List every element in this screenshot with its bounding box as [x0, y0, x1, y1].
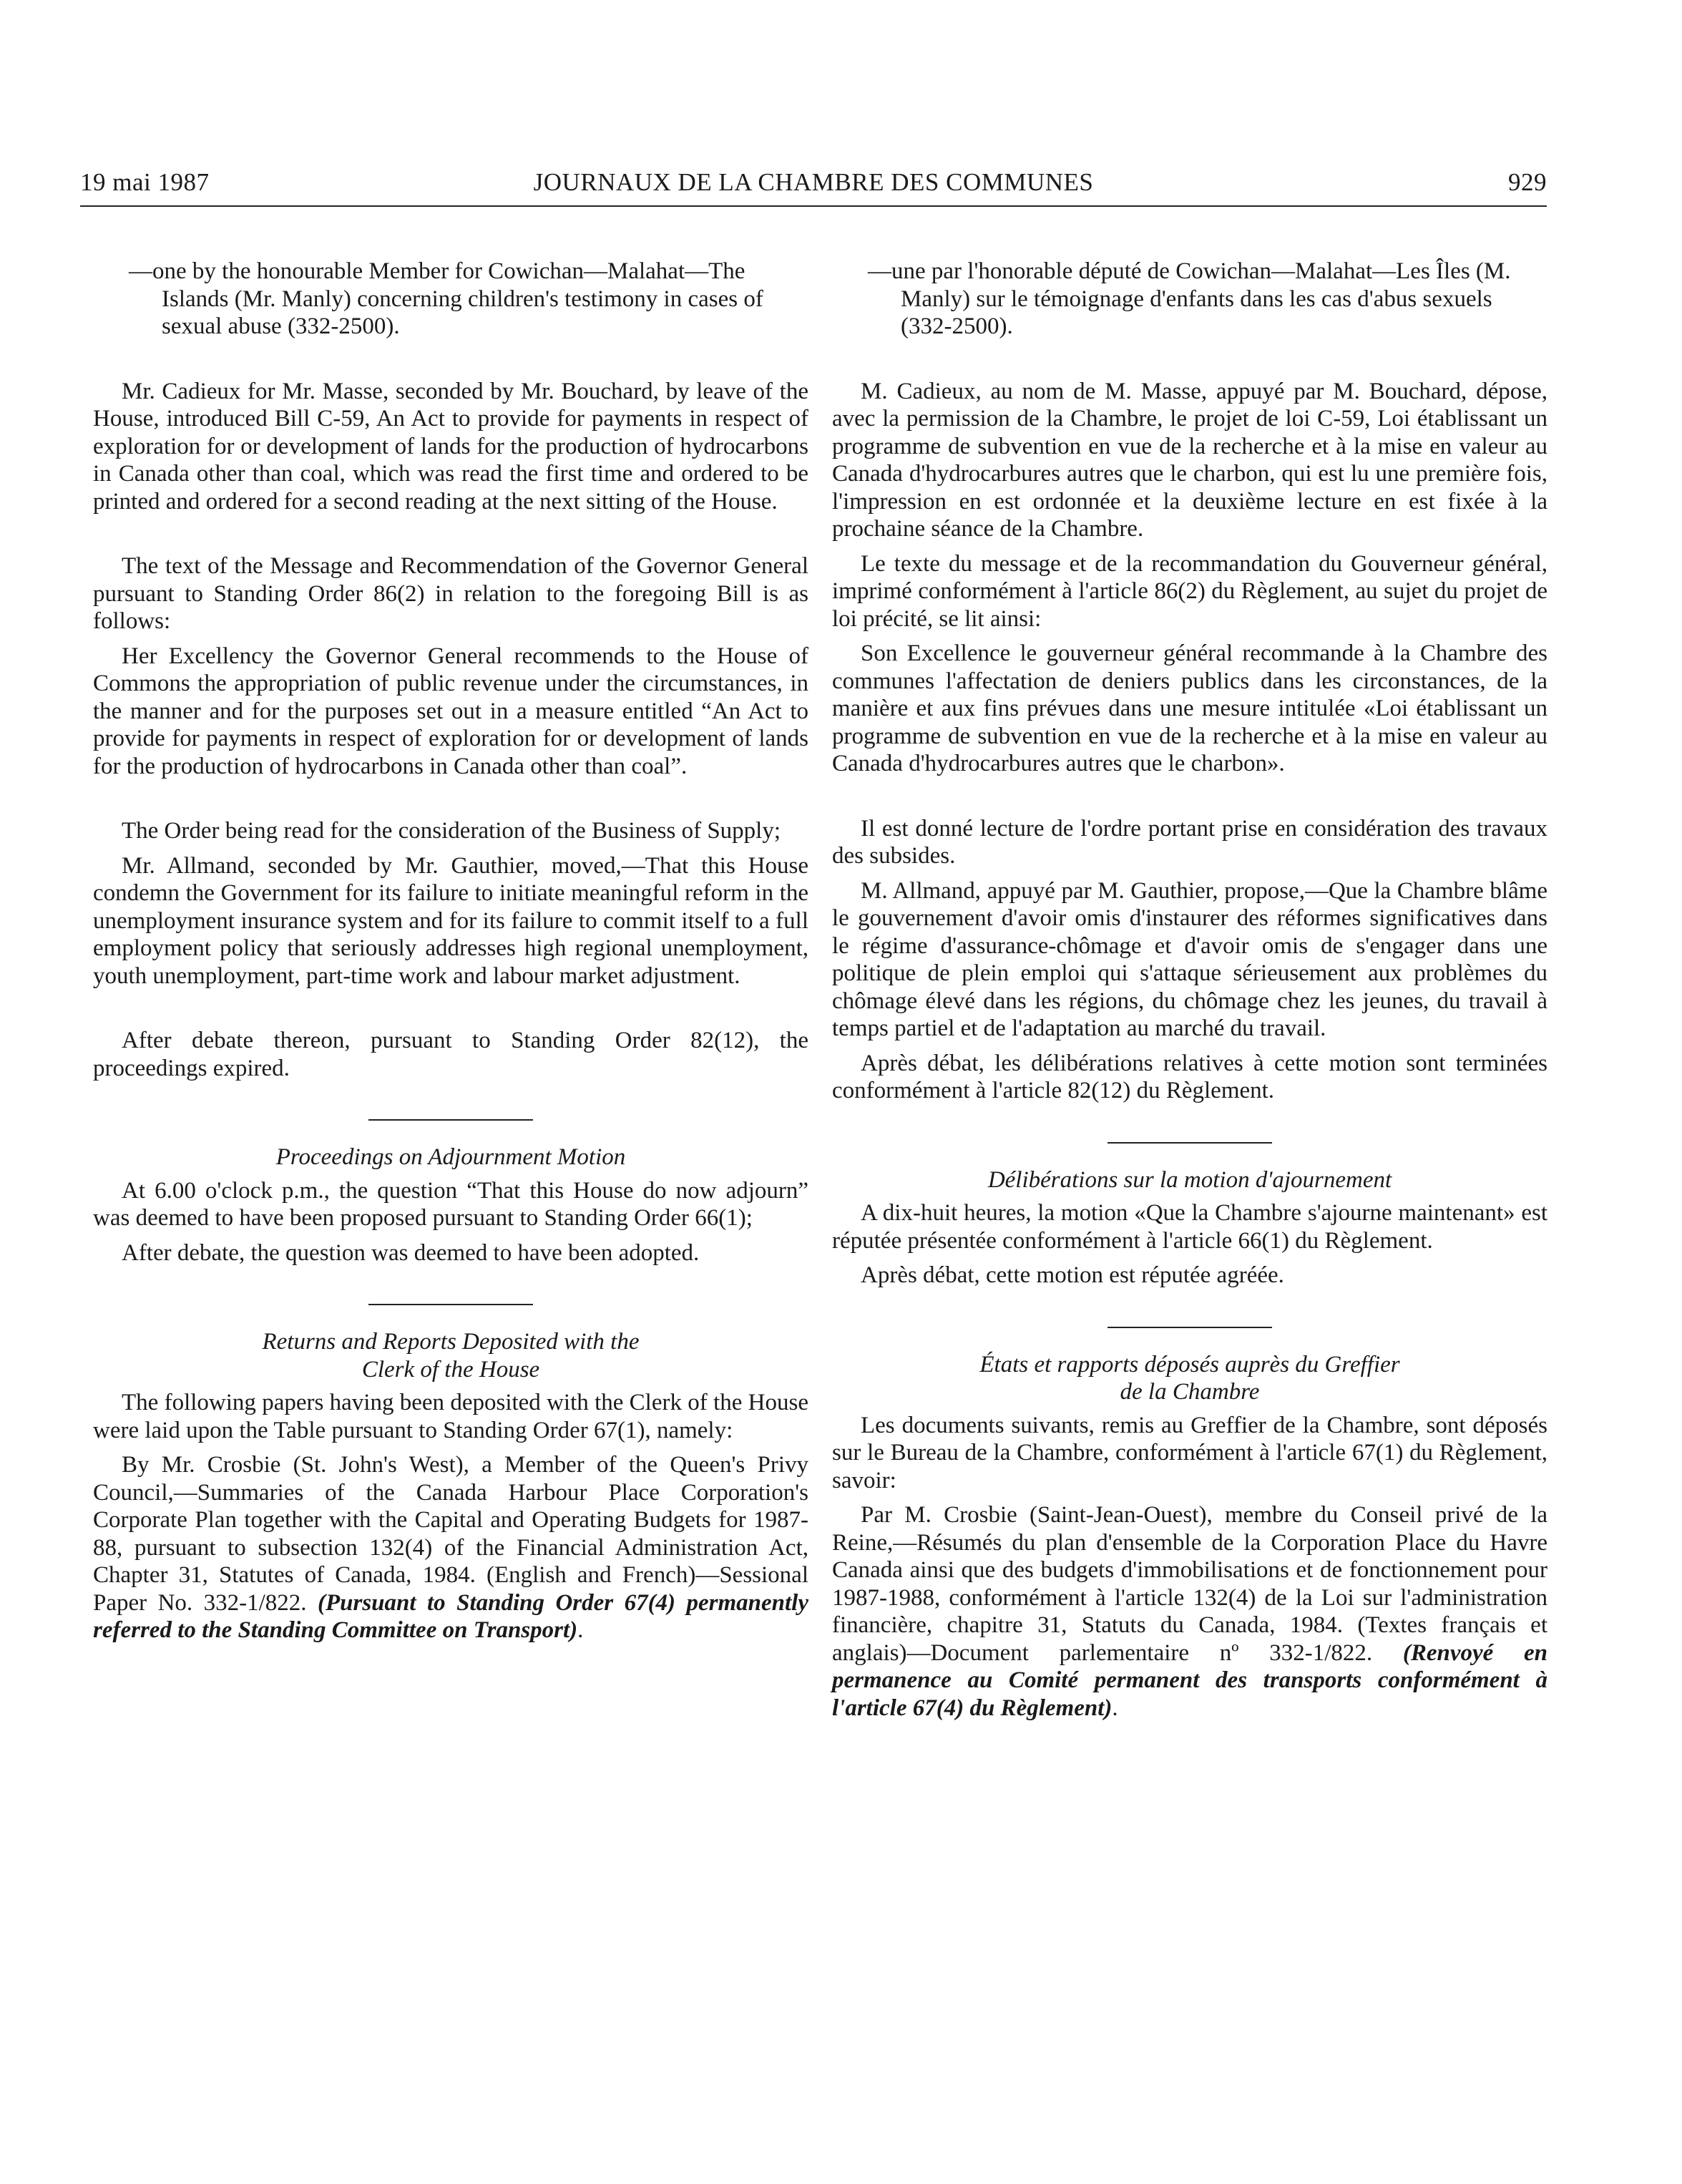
motion-text: Mr. Allmand, seconded by Mr. Gauthier, moved,—That this House condemn the Government for its failure to initiate meaningful reform in the unemployment insurance system and for its failure to commit itself to a full employment policy that seriously addresses high regional unemployment, youth unemployment, part-time work and labour market adjustment.	[93, 852, 808, 989]
referral-note: (Pursuant to Standing Order 67(4) permanently referred to the Standing Committee on Transport)	[93, 1589, 808, 1643]
order-read: Il est donné lecture de l'ordre portant prise en considération des travaux des subsides.	[832, 815, 1547, 869]
returns-paragraph-2	[93, 1451, 808, 1644]
adjournment-paragraph-1: A dix-huit heures, la motion «Que la Chambre s'ajourne maintenant» est réputée présentée conformément à l'article 66(1) du Règlement.	[832, 1200, 1547, 1254]
message-intro: Le texte du message et de la recommandation du Gouverneur général, imprimé conformément à l'article 86(2) du Règlement, au sujet du projet de loi précité, se lit ainsi:	[832, 550, 1547, 632]
returns-paragraph-1: Les documents suivants, remis au Greffier de la Chambre, sont déposés sur le Bureau de la Chambre, conformément à l'article 67(1) du Règlement, savoir:	[832, 1412, 1547, 1493]
returns-title-line-1: États et rapports déposés auprès du Greffier	[979, 1351, 1400, 1378]
section-separator	[368, 1119, 533, 1121]
petition-text: —one by the honourable Member for Cowichan—Malahat—The Islands (Mr. Manly) concerning children's testimony in cases of sexual abuse (332-2500).	[129, 258, 763, 339]
recommendation-text: Son Excellence le gouverneur général recommande à la Chambre des communes l'affectation de deniers publics dans les circonstances, de la manière et aux fins prévues dans une mesure intitulée «Loi établissant un programme de subvention en vue de la recherche et à la mise en valeur au Canada d'hydrocarbures autres que le charbon».	[832, 640, 1547, 776]
after-debate: After debate thereon, pursuant to Standing Order 82(12), the proceedings expired.	[93, 1028, 808, 1081]
adjournment-paragraph-2: After debate, the question was deemed to have been adopted.	[122, 1239, 700, 1266]
bill-introduction: Mr. Cadieux for Mr. Masse, seconded by Mr. Bouchard, by leave of the House, introduced Bill C-59, An Act to provide for payments in respect of exploration for or development of lands for the production of hydrocarbons in Canada other than coal, which was read the first time and ordered to be printed and ordered for a second reading at the next sitting of the House.	[93, 378, 808, 515]
section-separator	[1108, 1327, 1272, 1328]
page-number: 929	[1508, 168, 1547, 196]
section-separator	[1108, 1142, 1272, 1144]
returns-paragraph-1: The following papers having been deposited with the Clerk of the House were laid upon the Table pursuant to Standing Order 67(1), namely:	[93, 1390, 808, 1443]
petition-text: —une par l'honorable député de Cowichan—Malahat—Les Îles (M. Manly) sur le témoignage d'enfants dans les cas d'abus sexuels (332-2500).	[868, 258, 1511, 339]
returns-paragraph-2-end: .	[1112, 1695, 1118, 1721]
header-rule	[80, 205, 1547, 207]
returns-title-line-1: Returns and Reports Deposited with the	[262, 1329, 640, 1355]
bill-introduction: M. Cadieux, au nom de M. Masse, appuyé par M. Bouchard, dépose, avec la permission de la Chambre, le projet de loi C-59, Loi établissant un programme de subvention en vue de la recherche et à la mise en valeur au Canada d'hydrocarbures autres que le charbon, qui est lu une première fois, l'impression en est ordonnée et la deuxième lecture en est fixée à la prochaine séance de la Chambre.	[832, 378, 1547, 542]
english-column	[93, 258, 808, 1644]
motion-text: M. Allmand, appuyé par M. Gauthier, propose,—Que la Chambre blâme le gouvernement d'avoir omis d'instaurer des réformes significatives dans le régime d'assurance-chômage et d'avoir omis de s'engager dans une politique de plein emploi qui s'attaque sérieusement aux problèmes du chômage élevé dans les régions, du chômage chez les jeunes, du travail à temps partiel et de l'adaptation au marché du travail.	[832, 877, 1547, 1041]
adjournment-title: Délibérations sur la motion d'ajournement	[987, 1166, 1392, 1193]
page-header	[80, 161, 1547, 204]
header-title: JOURNAUX DE LA CHAMBRE DES COMMUNES	[533, 168, 1094, 196]
returns-paragraph-2	[832, 1501, 1547, 1722]
referral-note: (Renvoyé en permanence au Comité permanent des transports conformément à l'article 67(4) du Règlement)	[832, 1639, 1547, 1721]
order-read: The Order being read for the consideration of the Business of Supply;	[122, 818, 781, 844]
section-separator	[368, 1304, 533, 1305]
returns-paragraph-2-text: Par M. Crosbie (Saint-Jean-Ouest), membre du Conseil privé de la Reine,—Résumés du plan d'ensemble de la Corporation Place du Havre Canada ainsi que des budgets d'immobilisations et de fonctionnement pour 1987-1988, conformément à l'article 132(4) de la Loi sur l'administration financière, chapitre 31, Statuts du Canada, 1984. (Textes français et anglais)—Document parlementaire nº 332-1/822.	[832, 1502, 1547, 1666]
returns-title-line-2: Clerk of the House	[361, 1356, 540, 1383]
adjournment-title: Proceedings on Adjournment Motion	[275, 1144, 626, 1170]
message-intro: The text of the Message and Recommendation of the Governor General pursuant to Standing Order 86(2) in relation to the foregoing Bill is as follows:	[93, 553, 808, 634]
adjournment-paragraph-1: At 6.00 o'clock p.m., the question “That this House do now adjourn” was deemed to have been proposed pursuant to Standing Order 66(1);	[93, 1177, 808, 1231]
recommendation-text: Her Excellency the Governor General recommends to the House of Commons the appropriation of public revenue under the circumstances, in the manner and for the purposes set out in a measure entitled “An Act to provide for payments in respect of exploration for or development of lands for the production of hydrocarbons in Canada other than coal”.	[93, 643, 808, 779]
header-date: 19 mai 1987	[80, 168, 210, 196]
french-column	[832, 258, 1547, 1722]
adjournment-paragraph-2: Après débat, cette motion est réputée agréée.	[861, 1262, 1284, 1288]
returns-paragraph-2-text: By Mr. Crosbie (St. John's West), a Member of the Queen's Privy Council,—Summaries of the Canada Harbour Place Corporation's Corporate Plan together with the Capital and Operating Budgets for 1987-88, pursuant to subsection 132(4) of the Financial Administration Act, Chapter 31, Statutes of Canada, 1984. (English and French)—Sessional Paper No. 332-1/822.	[93, 1452, 808, 1616]
returns-title-line-2: de la Chambre	[1120, 1379, 1260, 1405]
returns-paragraph-2-end: .	[577, 1617, 584, 1643]
after-debate: Après débat, les délibérations relatives à cette motion sont terminées conformément à l'article 82(12) du Règlement.	[832, 1050, 1547, 1103]
